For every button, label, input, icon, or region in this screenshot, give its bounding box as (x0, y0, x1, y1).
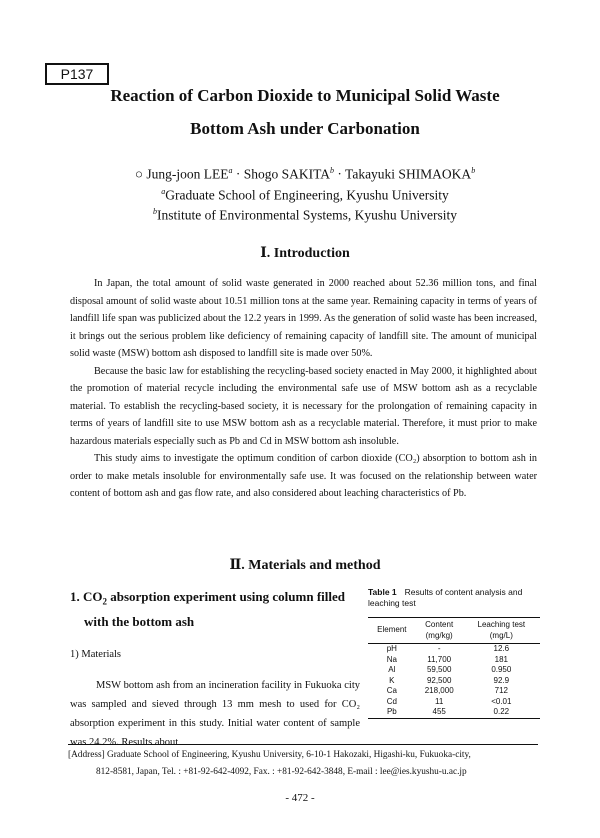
subsection-heading: 1. $CO_2$ absorption experiment using column filled with the bottom ash (70, 589, 345, 629)
paper-title-line2: Bottom Ash under Carbonation (190, 119, 420, 138)
intro-paragraph: In Japan, the total amount of solid waste generated in 2000 reached about 52.36 million tons, and final disposal amount of solid waste about 10.51 million tons at the same year. Remaining capacity in terms of years of landfill life span was publicized about the 12.2 years in 1999. As the generation of solid waste has been increased, it brings out the serious problem like deficiency of remaining capacity of landfill site. The amount of municipal solid waste (MSW) bottom ash disposed to landfill site is made over 50%. (70, 278, 537, 359)
table-cell-content: 11 (435, 696, 444, 706)
results-table (368, 617, 540, 719)
authors: ○ Jung-joon $LEE^a$ · Shogo $SAKITA^b$ · Takayuki SHIMAOKA$^b$ (134, 166, 476, 182)
paper-title-line1: Reaction of Carbon Dioxide to Municipal Solid Waste (110, 86, 500, 105)
table-row (368, 644, 540, 655)
table-cell-element: Na (386, 654, 397, 664)
table-caption-text: Results of content analysis and leaching test (368, 587, 523, 608)
address-footer (68, 744, 538, 781)
table-cell-leach: 92.9 (493, 675, 510, 685)
table-caption-label: Table 1 (368, 587, 397, 597)
table-row (368, 697, 540, 708)
table-cell-content: 92,500 (426, 675, 452, 685)
materials-subheading: 1) Materials (70, 648, 122, 660)
table-cell-leach: 0.950 (491, 665, 512, 674)
table-cell-element: Al (388, 665, 396, 674)
table-cell-leach: 0.22 (463, 707, 540, 718)
table-header-content: Content (mg/kg) (416, 618, 463, 644)
materials-text: MSW bottom ash from an incineration facility in Fukuoka city was sampled and sieved through 13 mm mesh to used for CO₂ absorption experiment in this study. Initial water content of sample was 24.2%. Results about (70, 679, 360, 748)
table-cell-content: 59,500 (426, 665, 452, 674)
table-cell-leach: <0.01 (491, 696, 512, 706)
page-number: - 472 - (285, 792, 315, 804)
table-caption (368, 587, 540, 609)
poster-tag: P137 (45, 63, 109, 85)
table-row (368, 665, 540, 676)
table-cell-element: Cd (386, 696, 397, 706)
table-cell-leach: 12.6 (493, 644, 510, 653)
table-cell-element: Ca (386, 686, 397, 695)
introduction-body (70, 275, 537, 503)
intro-paragraph: This study aims to investigate the optimum condition of carbon dioxide (CO₂) absorption to bottom ash in order to make metals insoluble for environmentally safe use. It was focused on the relationship between water content of bottom ash and gas flow rate, and also considered about leaching characteristics of Pb. (70, 453, 537, 499)
table-cell-content: - (437, 644, 441, 653)
table-cell-content: 11,700 (427, 654, 452, 664)
table-cell-element: pH (386, 644, 397, 653)
table-cell-element: Pb (368, 707, 416, 718)
table-cell-content: 218,000 (424, 686, 454, 695)
section-introduction-heading: Ⅰ. Introduction (260, 246, 350, 261)
table-header-leach: Leaching test (mg/L) (463, 618, 540, 644)
intro-paragraph: Because the basic law for establishing the recycling-based society enacted in May 2000, it highlighted about the promotion of material recycle including the environmental safe use of MSW bottom ash as a recyclable material. To establish the recycling-based society, it is necessary for the prolongation of remaining capacity in terms of years of landfill site to use MSW bottom ash as a recyclable material. Therefore, it must prior to make hazardous materials especially such as Pb and Cd in MSW bottom ash insoluble. (70, 365, 537, 447)
table-cell-element: K (389, 675, 395, 685)
affiliation-a: $^a$Graduate School of Engineering, Kyushu University (161, 187, 449, 203)
footer-line: 812-8581, Japan, Tel. : +81-92-642-4092, Fax. : +81-92-642-3848, E-mail : lee@ies.kyushu-u.ac.jp (96, 767, 467, 777)
table-row (368, 655, 540, 666)
table-row (368, 686, 540, 697)
table-row (368, 707, 540, 718)
table-row (368, 676, 540, 687)
table-header-element: Element (368, 618, 416, 644)
table-cell-leach: 181 (494, 654, 509, 664)
table-cell-leach: 712 (494, 686, 509, 695)
affiliation-b: $^b$Institute of Environmental Systems, Kyushu University (153, 207, 457, 223)
left-column (70, 587, 360, 752)
footer-line: [Address] Graduate School of Engineering, Kyushu University, 6-10-1 Hakozaki, Higashi-ku, Fukuoka-city, (68, 750, 471, 760)
section-materials-heading: Ⅱ. Materials and method (229, 558, 381, 573)
table-cell-content: 455 (416, 707, 463, 718)
table-1 (368, 587, 540, 719)
